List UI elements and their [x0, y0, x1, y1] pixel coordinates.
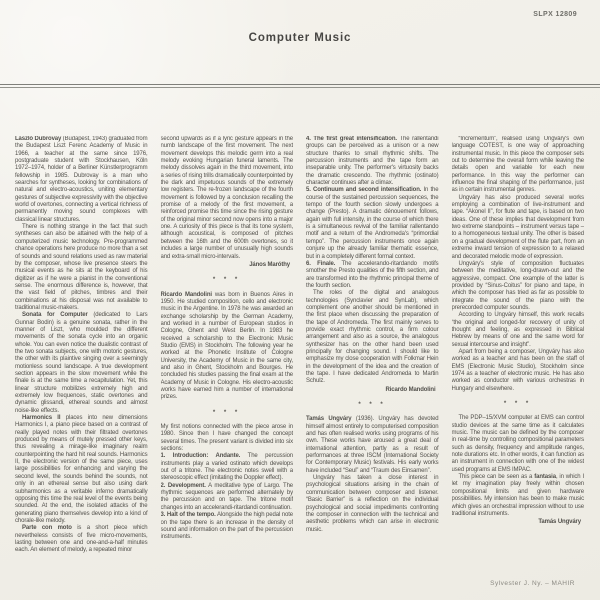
paragraph-text: The roles of the digital and analogous technologies (Synclavier and SynLab), which complement one another should be mentioned in the first place when discussing the preparation of the tape of Andromeda. The first mainly serves to provide exact rhythmic control, a firm colour arrangement and also as a source, the analogous synthesizer has on the other hand been used principally for changing sound. I should like to emphasize my close cooperation with Folkmar Hein in the development of the idea and the creation of the tape. I have dedicated Andromeda to Martin Schulz.: [306, 290, 439, 385]
paragraph-text: The accelerando-ritardando motifs smother the Presto qualities of the fifth section, and are transformed into the rhythmic principal theme of the fourth section.: [306, 260, 439, 289]
paragraph-text: Alongside the high pedal note on the tape there is an increase in the density of sound and information on the part of the percussion instruments.: [160, 512, 293, 541]
paragraph: [15, 224, 148, 312]
paragraph-sinus-coitus: [452, 261, 585, 312]
text-column-4: [452, 136, 585, 588]
paragraph-text: Ungváry has taken a close interest in psychological situations arising in the chain of communication between composer and listener. “Basic Barrier” is a reflection on the individual psychological and social impediments confronting the composer in connection with the technical and aesthetic problems which can arise in electronic music.: [306, 475, 439, 533]
composer-name-bold: Tamás Ungváry: [306, 416, 352, 423]
paragraph-pdp-computer: [452, 415, 585, 474]
movement-heading-bold: 4. The first great intensification.: [306, 136, 397, 142]
paragraph-continuation: [161, 136, 294, 261]
paragraph-text: In the course of the sustained percussion sequences, the tempo of the fourth section slowly undergoes a change (Presto). A dramatic dénouement follows, again with full intensity, in the course of which there is a simultaneous revival of the familiar rallentando motif and a return of the Andromeda's “primordial tempo”. The percussion instruments once again conjure up the already familiar thematic essence, but in a completely different formal context.: [306, 187, 439, 260]
page-title: Computer Music: [248, 32, 352, 44]
work-paragraph-parte-con-moto: [15, 525, 148, 554]
section-separator: * * *: [358, 402, 387, 409]
paragraph-text: (1936). Ungváry has devoted himself almost entirely to computerised composition and has often realised works using programs of his own. These works have aroused a great deal of international attention, partly as a result of performances at three ISCM (International Society for Contemporary Music) festivals. His early works have included “Seul” and “Traum des Einsamen”.: [306, 416, 439, 474]
signature-janos-marothy: János Maróthy: [249, 261, 290, 268]
work-title-bold: Sonata for Computer: [22, 312, 88, 319]
work-title-bold: Parte con moto: [22, 525, 72, 532]
paragraph-text: places into new dimensions Harmonics I, a piano piece based on a contrast of really played notes with their filtrated overtones produced by means of mutely pressed other keys, thus revealing a mirage-like imaginary realm counterpointing the hard hit real sounds. Harmonics II, the electronic version of the same piece, uses large possibilities for enhancing and varying the second level, the sounds behind the sounds, not only in an ethereal sense but also using dark subharmonics as a veritable inferno dramatically opposing this time the real level of the events being sounded. At the end, the isolated attacks of the generating piano themselves develop into a kind of chorale-like melody.: [15, 415, 148, 524]
section-separator: * * *: [212, 409, 241, 416]
movement-heading-bold: 1. Introduction: Andante.: [160, 453, 241, 460]
liner-notes-text-block: [15, 136, 584, 588]
header-divider-rule: [0, 84, 600, 88]
paragraph-text: Apart from being a composer, Ungváry has also worked as a teacher and has been on the staff of EMS (Electronic Music Studio), Stockholm since 1974 as a teacher of electronic music. He has also worked as conductor with various orchestras in Hungary and elsewhere.: [451, 348, 584, 392]
paragraph-psychology: [306, 475, 439, 534]
paragraph-text: , in which I let my imagination play freely within chosen compositional limits and given hardware possibilities. My intension has been to make music which gives an orchestral impression without to use traditional instruments.: [451, 474, 584, 517]
composer-name-bold: Ricardo Mandolini: [160, 291, 212, 298]
paragraph-text: The percussion instruments play a varied ostinato which develops out of a tritone. The electronic notes swell with a stereoscopic effect (imitating the Doppler effect).: [160, 453, 293, 482]
movement-heading-bold: 5. Continuum and second intensification.: [306, 187, 422, 194]
movement-heading-bold: 3. Halt of the tempo.: [160, 512, 216, 519]
paragraph-text: There is nothing strange in the fact that such syntheses can also be attained with the help of a computerized music technology. Pre-programmed chance operations here produce no more than a set of sounds and sound relations used as raw material by the composer, whose live presence steers the musical events as he sits at the keyboard of his digitizer as if he were a pianist in the conventional sense. The enormous difference is, however, that the vast field of pitches, timbres and their combinations at his disposal was not available to traditional music-makers.: [15, 224, 148, 311]
paragraph-text: The PDP–15/XVM computer at EMS can control studio devices at the same time as it calculates music. The music can be defined by the composer in real-time by controlling compositional parameters such as density, frequency and amplitude ranges, note durations etc. In other words, it can function as an instrument in connection with one of the widest used programs at EMS IMPAC.: [451, 415, 584, 473]
paragraph-teacher: [452, 349, 585, 393]
paragraph-text: A meditative type of Largo. The rhythmic sequences are performed alternately by the percussion and on tape. The tritone motif changes into an accelerandi-ritardandi continuation.: [160, 482, 293, 511]
movement-3-paragraph: [161, 512, 294, 541]
fantasia-bold: fantasia: [534, 474, 556, 481]
bio-paragraph-dubrovay: [15, 136, 148, 224]
text-column-2: [161, 136, 294, 588]
paragraph-text: My first notions connected with the piece arose in 1980. Since then I have changed the concept several times. The present variant is divided into six sections:: [160, 424, 293, 453]
movement-heading-bold: 6. Finale.: [306, 260, 336, 267]
paragraph-incrementum: [452, 136, 585, 195]
paragraph-notes: [161, 424, 294, 453]
paragraph-text: Ungváry has also produced several works employing a combination of live-instrument and tape. “Akonel II”, for flute and tape, is based on two ideas. One of these implies that development from two extreme standpoints – instrument versus tape – to a homogeneous textual unity. The other is based on a gradual development of the flute part, from an extreme inward tension of expression to a relaxed and decorated melodic mode of expression.: [451, 194, 584, 260]
text-column-1: [15, 136, 148, 588]
composer-name-bold: László Dubrovay: [15, 136, 62, 142]
catalog-number: SLPX 12809: [533, 11, 577, 18]
paragraph-technologies: [306, 290, 439, 385]
text-column-3: [306, 136, 439, 588]
bio-paragraph-ungvary: [306, 416, 439, 475]
design-credit: Sylvester J. Ny. – MAHIR: [490, 580, 575, 587]
signature-ricardo-mandolini: Ricardo Mandolini: [385, 386, 436, 393]
paragraph-text: This piece can be seen as a: [458, 474, 535, 481]
paragraph-text: (dedicated to Lars Gunnar Bodin) is a genuine sonata, rather in the manner of Liszt, who moulded the different movements of the sonata cycle into an organic whole. You can even notice the dualistic contrast of the two sonata subjects, one with motoric gestures, the other with its plaintive singing over a seemingly motionless sound landscape. A true development section appears in the slow movement while the finale is at the same time a recapitulation. Yet, this linear structure mobilizes extremely high and extremely low frequences, static overtones and dynamic glissandi, ethereal sounds and almost noise-like effects.: [15, 312, 148, 414]
paragraph-quote: [452, 312, 585, 349]
signature-tamas-ungvary: Tamás Ungváry: [538, 519, 581, 526]
paragraph-text: is a short piece which nevertheless consists of five micro-movements, lasting between one and one-and-a-half minutes each. An element of melody, a repeated minor: [15, 525, 148, 554]
movement-4-paragraph: [306, 136, 439, 187]
paragraph-text: was born in Buenos Aires in 1950. He studied composition, cello and electronic music in the Argentine. In 1978 he was awarded an exchange scholarship by the German Academy, and worked in a number of European studios in Cologne, Ghent and West Berlin. In 1983 he received a scholarship to the Electronic Music Studio (EMS) in Stockholm. The following year he worked at the Phonetic Institute of Cologne University, the Academy of Music in the same city, and also in Ghent, Stockholm and Bourges. He concluded his studies passing the final exam at the Academy of Music in Cologne. His electro-acoustic works have earned him a number of international prizes.: [160, 291, 293, 401]
movement-5-paragraph: [306, 187, 439, 260]
work-paragraph-harmonics: [15, 415, 148, 525]
paragraph-fantasia: [452, 474, 585, 518]
work-title-bold: Harmonics II: [22, 415, 61, 422]
paragraph-text: The rallentandi groups can be perceived as a unison or a new structure thanks to small rhythmic shifts. The percussion instruments and the tape form an inseparable unity. The performer's virtuosity backs the dramatic crescendo. The rhythmic (ostinato) character continues after a climax.: [306, 136, 439, 187]
paragraph-text: (Budapest, 1943) graduated from the Budapest Liszt Ferenc Academy of Music in 1966, a teacher at the same since 1976, postgraduate student with Stockhausen, Köln 1972–1974, holder of a Berliner Künstlerprogramm fellowship in 1985. Dubrovay is a man who searches for syntheses, looking for combinations of natural and electro-acoustics, uniting elementary gestures of subjective expressivity with the objective world of overtones, connecting a vertical richness of permanently moving sound complexes with classical linear structures.: [15, 136, 148, 223]
section-separator: * * *: [212, 277, 241, 284]
paragraph-text: According to Ungváry himself, this work recalls “the original and longed-for recovery of unity of thought and feeling, as expressed in Biblical Hebrew by means of one and the same word for sexual intercourse and insight”.: [451, 312, 584, 348]
work-paragraph-sonata: [15, 312, 148, 415]
paragraph-text: second upwards as if a lyric gesture appears in the numb landscape of the first movement. The next movement develops this melodic germ into a real melody evoking Hungarian funeral laments. The melody dissolves again in the third movement, into a series of rising trills dramatically counterpointed by the dark and impetuous sounds of the extremely low registers. The re-frozen landscape of the fourth movement is followed by a conclusion recalling the promise of a melody of the first movement, a reinforced promise this time since the rising gesture of the original minor second now opens into a major one. A curiosity of this piece is that its tone system, although acoustical, is composed of pitches between the 16th and the 600th overtones, so it includes a large number of unusually high sounds and extra-small micro-intervals.: [160, 136, 293, 260]
section-separator: * * *: [503, 401, 532, 408]
paragraph-akonel: [452, 195, 585, 261]
paragraph-text: “Incrementum”, realised using Ungváry's own language COTEST, is one way of approaching instrumental music. In this piece the composer sets out to determine the overall form while leaving the details open and variable for each new performance. In this way the performer can influence the final shaping of the performance, just as in certain instrumental genres.: [451, 136, 584, 194]
movement-1-paragraph: [161, 453, 294, 482]
movement-2-paragraph: [161, 483, 294, 512]
bio-paragraph-mandolini: [161, 292, 294, 402]
paragraph-text: Ungváry's style of composition fluctuates between the meditative, long-drawn-out and the aggressive, compact. One example of the latter is provided by “Sinus-Coitus” for piano and tape, in which the composer has tried as far as possible to integrate the sound of the piano with the prerecorded computer sounds.: [451, 260, 584, 311]
movement-heading-bold: 2. Development.: [160, 482, 206, 489]
movement-6-paragraph: [306, 261, 439, 290]
